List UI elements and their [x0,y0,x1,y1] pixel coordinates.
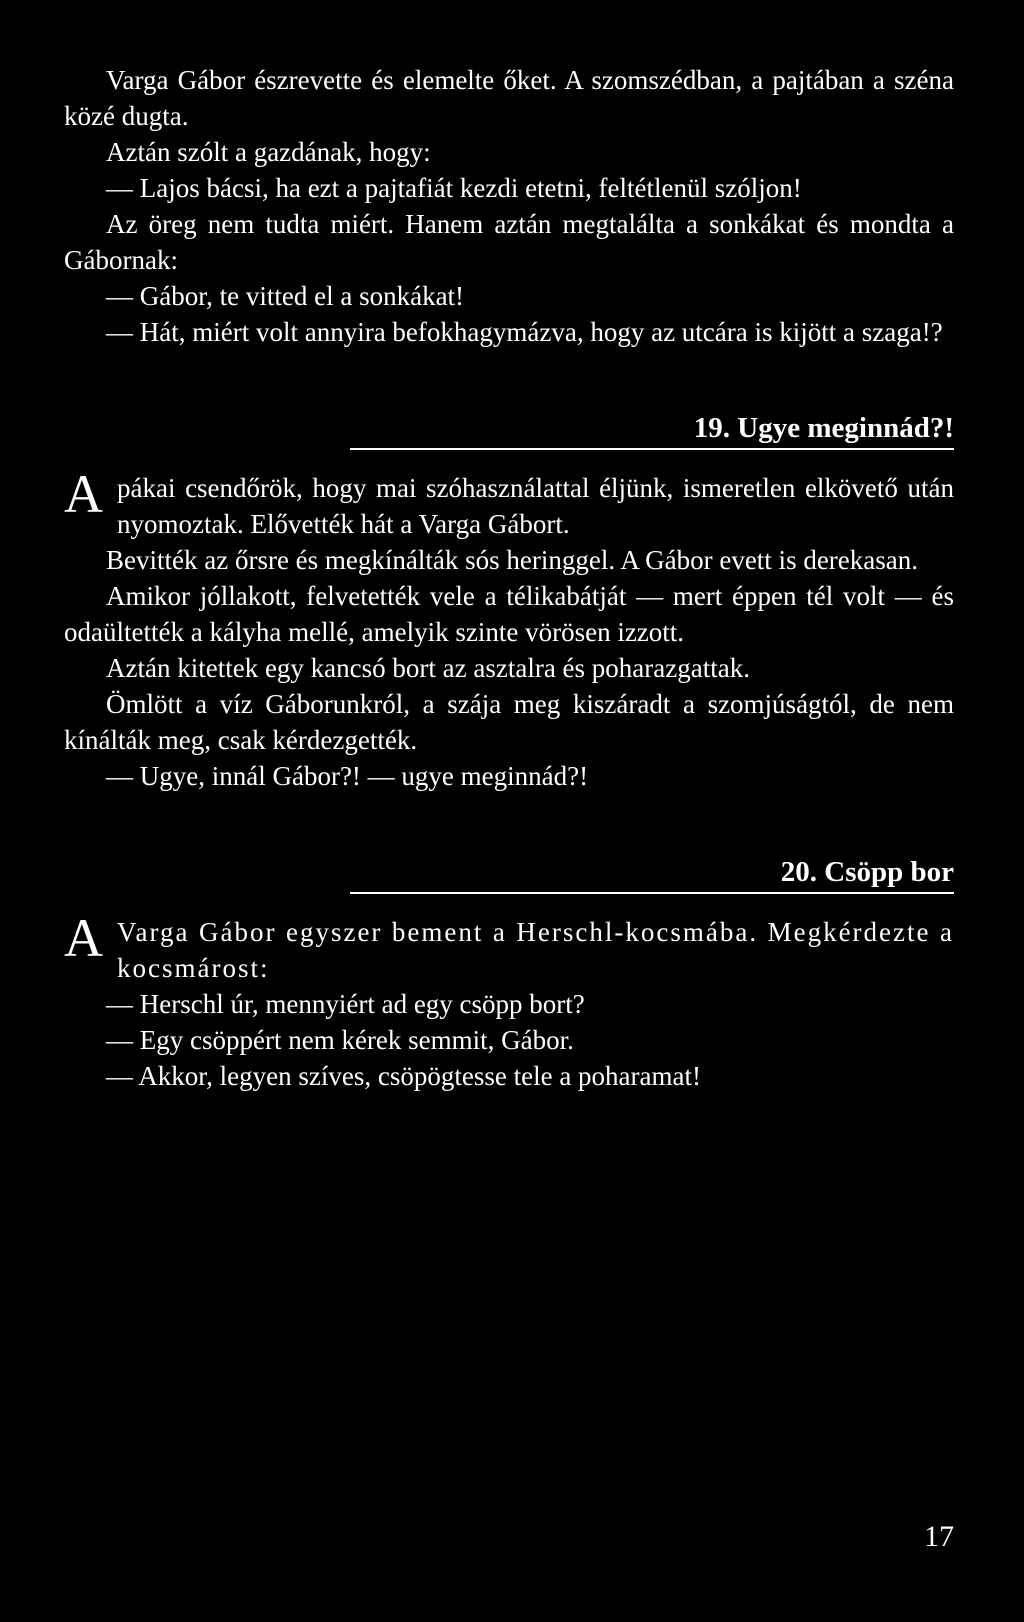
paragraph: — Hát, miért volt annyira befokhagymázva, hogy az utcára is kijött a szaga!? [106,317,943,347]
opening-text: pákai csendőrök, hogy mai szóhasználattal éljünk, ismeretlen elkövető után nyomoztak. Elővették hát a Varga Gábort. [117,473,954,539]
paragraph: — Lajos bácsi, ha ezt a pajtafiát kezdi etetni, feltétlenül szóljon! [106,173,802,203]
opening-text: Varga Gábor egyszer bement a Herschl-kocsmába. Megkérdezte a kocsmárost: [117,917,954,983]
paragraph: — Gábor, te vitted el a sonkákat! [106,281,465,311]
paragraph: Ömlött a víz Gáborunkról, a szája meg kiszáradt a szomjúságtól, de nem kínálták meg, csak kérdezgették. [64,689,954,755]
section-19-heading-rule [350,406,954,450]
paragraph: Bevitték az őrsre és megkínálták sós heringgel. A Gábor evett is derekasan. [106,545,919,575]
section-20-opening-paragraph [64,908,954,986]
paragraph: Aztán szólt a gazdának, hogy: [106,137,431,167]
paragraph: Amikor jóllakott, felvetették vele a télikabátját — mert éppen tél volt — és odaültették a kályha mellé, amelyik szinte vörösen izzott. [64,581,954,647]
paragraph: — Herschl úr, mennyiért ad egy csöpp bort? [106,989,585,1019]
page-body [64,62,954,1094]
drop-cap: A [64,464,103,524]
paragraph: Az öreg nem tudta miért. Hanem aztán megtalálta a sonkákat és mondta a Gábornak: [64,209,954,275]
section-19-opening-paragraph [64,464,954,542]
paragraph: Aztán kitettek egy kancsó bort az asztalra és poharazgattak. [106,653,750,683]
paragraph: — Ugye, innál Gábor?! — ugye meginnád?! [106,761,589,791]
paragraph: Varga Gábor észrevette és elemelte őket. A szomszédban, a pajtában a széna közé dugta. [64,65,954,131]
section-19-heading: 19. Ugye meginnád?! [693,412,954,444]
paragraph: — Akkor, legyen szíves, csöpögtesse tele a poharamat! [106,1061,701,1091]
section-20-heading-rule [350,850,954,894]
drop-cap: A [64,908,103,968]
paragraph: — Egy csöppért nem kérek semmit, Gábor. [106,1025,574,1055]
section-20-heading: 20. Csöpp bor [780,856,954,888]
page-number: 17 [924,1520,954,1553]
